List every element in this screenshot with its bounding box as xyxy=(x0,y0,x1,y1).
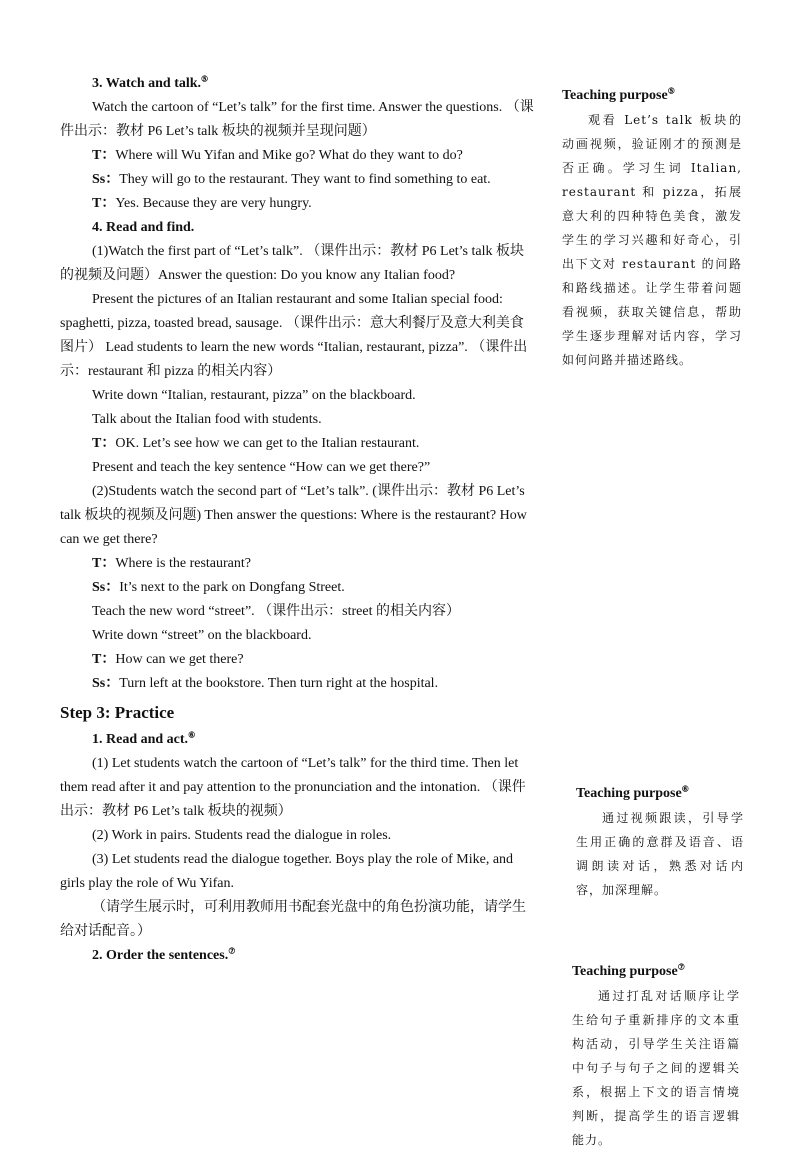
paragraph: (3) Let students read the dialogue together. Boys play the role of Mike, and girls play the role of Wu Yifan. xyxy=(60,852,514,891)
footnote-marker: ⑦ xyxy=(228,946,236,956)
heading-text: 3. Watch and talk. xyxy=(92,76,202,91)
paragraph: (1)Watch the first part of “Let’s talk”. （课件出示：教材 P6 Let’s talk 板块的视频及问题）Answer the question: Do you know any Italian food? xyxy=(60,244,525,283)
speaker: Ss： xyxy=(92,580,120,595)
heading-text: 1. Read and act. xyxy=(92,732,189,747)
paragraph: Watch the cartoon of “Let’s talk” for the first time. Answer the questions. （课件出示：教材 P6 Let’s talk 板块的视频并呈现问题） xyxy=(60,100,534,139)
teaching-purpose-note xyxy=(576,784,744,902)
speaker: Ss： xyxy=(92,172,120,187)
main-column xyxy=(60,72,535,968)
speaker: T： xyxy=(92,196,116,211)
speaker: T： xyxy=(92,148,116,163)
paragraph: Present the pictures of an Italian restaurant and some Italian special food: spaghetti, pizza, toasted bread, sausage. （课件出示：意大利餐厅及意大利美食图片） Lead students to learn the new words “Italian, restaurant, pizza”. （课件出示：restaurant 和 pizza 的相关内容） xyxy=(60,292,528,379)
note-title-text: Teaching purpose xyxy=(572,964,678,979)
paragraph: Present and teach the key sentence “How can we get there?” xyxy=(92,460,431,475)
heading-text: 2. Order the sentences. xyxy=(92,948,229,963)
speaker: T： xyxy=(92,556,116,571)
footnote-marker: ⑤ xyxy=(201,74,209,84)
section-heading: 4. Read and find. xyxy=(92,220,195,235)
note-title xyxy=(576,784,744,804)
footnote-marker: ⑦ xyxy=(677,962,685,972)
note-body: 通过视频跟读，引导学生用正确的意群及语音、语调朗读对话，熟悉对话内容，加深理解。 xyxy=(576,811,744,897)
line-text: Turn left at the bookstore. Then turn right at the hospital. xyxy=(119,676,439,691)
teaching-purpose-note xyxy=(572,962,740,1147)
dialogue-line xyxy=(60,168,535,192)
footnote-marker: ⑤ xyxy=(667,86,675,96)
dialogue-line xyxy=(60,192,535,216)
note-title xyxy=(562,86,742,106)
step-heading: Step 3: Practice xyxy=(60,703,175,722)
dialogue-line xyxy=(60,432,535,456)
dialogue-line xyxy=(60,648,535,672)
paragraph: (1) Let students watch the cartoon of “Let’s talk” for the third time. Then let them read after it and pay attention to the pronunciation and the intonation. （课件出示：教材 P6 Let’s talk 板块的视频） xyxy=(60,756,526,819)
line-text: OK. Let’s see how we can get to the Italian restaurant. xyxy=(115,436,420,451)
speaker: T： xyxy=(92,652,116,667)
speaker: Ss： xyxy=(92,676,120,691)
footnote-marker: ⑥ xyxy=(188,730,196,740)
note-title xyxy=(572,962,740,982)
note-title-text: Teaching purpose xyxy=(576,786,682,801)
footnote-marker: ⑥ xyxy=(681,784,689,794)
dialogue-line xyxy=(60,672,535,696)
note-body: 观看 Let’s talk 板块的动画视频，验证刚才的预测是否正确。学习生词 Italian, restaurant 和 pizza，拓展意大利的四种特色美食，激发学生的学习兴趣和好奇心，引出下文对 restaurant 的问路和路线描述。让学生带着问题看视频，获取关键信息，帮助学生逐步理解对话内容，学习如何问路并描述路线。 xyxy=(562,113,742,367)
line-text: They will go to the restaurant. They want to find something to eat. xyxy=(119,172,491,187)
line-text: Yes. Because they are very hungry. xyxy=(115,196,312,211)
note-title-text: Teaching purpose xyxy=(562,88,668,103)
line-text: How can we get there? xyxy=(115,652,244,667)
speaker: T： xyxy=(92,436,116,451)
section-heading xyxy=(60,944,535,968)
line-text: Where will Wu Yifan and Mike go? What do they want to do? xyxy=(115,148,463,163)
paragraph: Write down “Italian, restaurant, pizza” on the blackboard. xyxy=(92,388,416,403)
section-heading xyxy=(60,72,535,96)
paragraph: Talk about the Italian food with students. xyxy=(92,412,322,427)
dialogue-line xyxy=(60,576,535,600)
line-text: Where is the restaurant? xyxy=(115,556,251,571)
paragraph: (2) Work in pairs. Students read the dialogue in roles. xyxy=(92,828,392,843)
paragraph: （请学生展示时，可利用教师用书配套光盘中的角色扮演功能，请学生给对话配音。） xyxy=(60,900,526,939)
line-text: It’s next to the park on Dongfang Street. xyxy=(119,580,345,595)
dialogue-line xyxy=(60,552,535,576)
note-body: 通过打乱对话顺序让学生给句子重新排序的文本重构活动，引导学生关注语篇中句子与句子之间的逻辑关系，根据上下文的语言情境判断，提高学生的语言逻辑能力。 xyxy=(572,989,740,1147)
paragraph: Write down “street” on the blackboard. xyxy=(92,628,312,643)
teaching-purpose-note xyxy=(562,86,742,372)
section-heading xyxy=(60,728,535,752)
paragraph: (2)Students watch the second part of “Let’s talk”. (课件出示：教材 P6 Let’s talk 板块的视频及问题) Then answer the questions: Where is the restaurant? How can we get there? xyxy=(60,484,527,547)
paragraph: Teach the new word “street”. （课件出示：street 的相关内容） xyxy=(92,604,460,619)
dialogue-line xyxy=(60,144,535,168)
